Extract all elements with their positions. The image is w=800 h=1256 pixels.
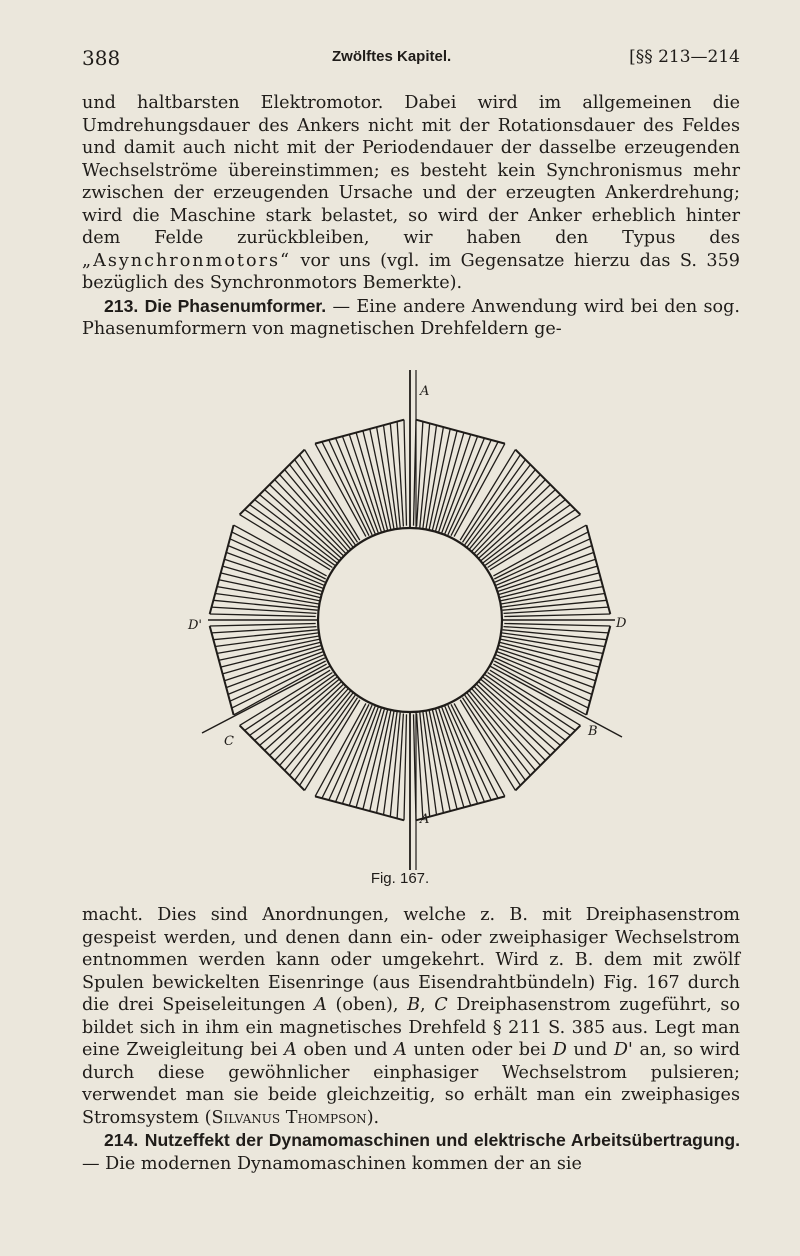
figure-167 xyxy=(160,365,660,875)
var-a: A xyxy=(284,1040,297,1060)
var-d-prime: D' xyxy=(613,1040,633,1060)
text-run: und xyxy=(573,1040,608,1060)
var-c: C xyxy=(434,995,448,1015)
section-title: Die Phasenumformer. xyxy=(144,295,327,316)
text-run: Dreiphasenstrom zugeführt, so bildet sich in ihm ein magnetisches Drehfeld § 211 S. 385 aus. Legt man eine Zweigleitung bei xyxy=(82,995,741,1060)
text-run: macht. Dies sind Anordnungen, welche z. B. mit Dreiphasenstrom gespeist werden, und denen dann ein- oder zweiphasiger Wechselstrom entnommen werden kann oder umgekehrt. Wird z. B. dem mit zwölf Spulen bewickelten Eisenringe (aus Eisendrahtbündeln) Fig. 167 durch die drei Speiseleitungen xyxy=(82,905,740,1015)
text-run: unten oder bei xyxy=(413,1040,547,1060)
figure-caption: Fig. 167. xyxy=(370,870,430,887)
page-number: 388 xyxy=(82,46,121,70)
text-run: ). xyxy=(366,1107,380,1128)
paragraph-asynchronmotor xyxy=(82,92,740,341)
text-run: , xyxy=(420,995,426,1015)
ring-diagram xyxy=(160,365,660,875)
section-text: — Die modernen Dynamomaschinen kommen der an sie xyxy=(82,1153,582,1174)
coil xyxy=(210,624,327,715)
coil xyxy=(493,525,610,616)
chapter-title: Zwölftes Kapitel. xyxy=(332,48,452,65)
coil xyxy=(210,525,327,616)
label-c: C xyxy=(224,734,234,749)
coil xyxy=(315,703,406,820)
text-run: (oben), xyxy=(335,995,399,1015)
coil xyxy=(414,703,505,820)
var-d: D xyxy=(552,1040,567,1060)
section-number: 213. xyxy=(104,295,139,316)
page-header xyxy=(82,46,740,74)
term-asynchronmotor: „Asynchronmotors“ xyxy=(82,250,292,271)
var-a: A xyxy=(314,995,327,1015)
paragraph-text: und haltbarsten Elektromotor. Dabei wird im allgemeinen die Umdrehungsdauer des Ankers nicht mit der Rotationsdauer des Feldes und damit auch nicht mit der Periodendauer der dasselbe erzeugenden Wechselströme übereinstimmen; es besteht kein Synchronismus mehr zwischen der erzeugenden Ursache und der erzeugten Ankerdrehung; wird die Maschine stark belastet, so wird der Anker erheblich hinter dem Felde zurückbleiben, wir haben den Typus des xyxy=(82,93,740,248)
var-b: B xyxy=(407,995,421,1015)
var-a: A xyxy=(394,1040,407,1060)
text-run: an, so wird durch diese gewöhnlicher einphasiger Wechselstrom pulsieren; verwendet man sie beide gleichzeitig, so erhält man ein zweiphasiges Stromsystem ( xyxy=(82,1040,741,1128)
section-text: — Eine andere Anwendung wird bei den sog. Phasenumformern von magnetischen Drehfeldern ge- xyxy=(82,296,741,339)
paragraph-phasenumformer xyxy=(82,904,740,1175)
section-title: Nutzeffekt der Dynamomaschinen und elektrische Arbeitsübertragung. xyxy=(144,1130,740,1150)
label-b: B xyxy=(588,724,598,739)
text-run: oben und xyxy=(303,1040,388,1060)
paragraph-text-end: vor uns (vgl. im Gegensatze hierzu das S. 359 bezüglich des Synchronmotors Bemerkte). xyxy=(82,250,740,293)
coil xyxy=(414,420,505,537)
label-a-top: A xyxy=(420,384,430,399)
author-name: Silvanus Thompson xyxy=(211,1107,367,1128)
label-d-prime: D' xyxy=(188,618,202,633)
section-number: 214. xyxy=(104,1130,139,1150)
coil xyxy=(315,420,406,537)
section-range: [§§ 213—214 xyxy=(629,47,740,67)
feed-line-b xyxy=(490,666,622,737)
coil xyxy=(493,624,610,715)
label-a-bottom: A xyxy=(420,812,430,827)
iron-ring xyxy=(318,528,502,712)
label-d: D xyxy=(616,616,627,631)
